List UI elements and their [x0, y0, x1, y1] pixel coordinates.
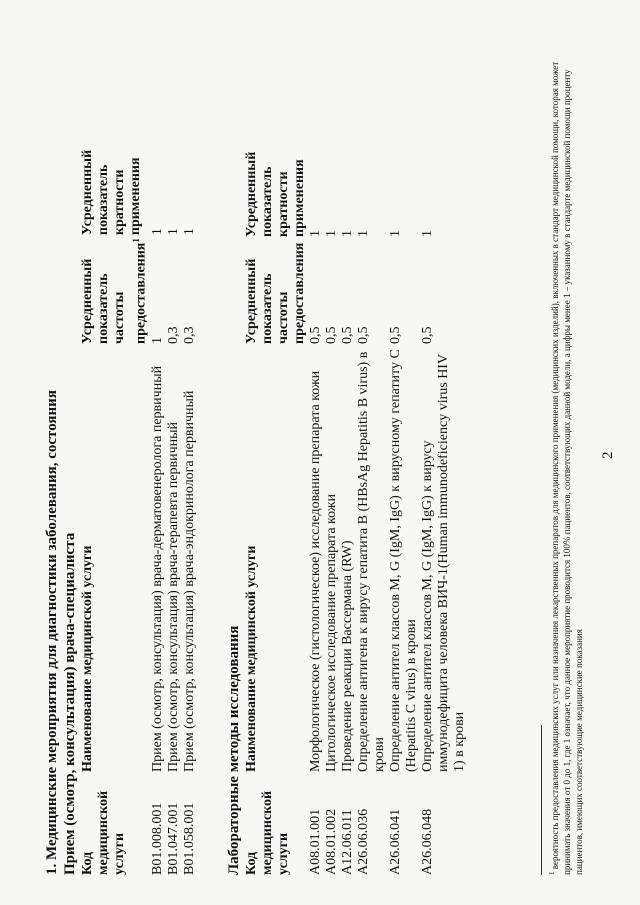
footnote-mark: 1 [131, 238, 141, 243]
row-code: A12.06.011 [340, 809, 355, 875]
row-multiplicity: 1 [324, 230, 339, 237]
row-name: Цитологическое исследование препарата кожи [324, 494, 339, 772]
table-row [182, 122, 198, 875]
footnote-text: вероятность предоставления медицинских услуг или назначения лекарственных препаратов для медицинского применения (медицинских изделий), включенных в стандарт медицинской помощи, которая может принимать значения от 0 до 1, где 1 означает, что данное мероприятие проводится 100% пациентов, соответствующих данной модели, а цифры менее 1 – указанному в стандарте медицинской помощи проценту пациентов, имеющих соответствующие медицинские показания [550, 61, 584, 875]
header-frequency: Усредненный показатель частоты предоставления [244, 242, 307, 344]
header-frequency-text: Усредненный показатель частоты предоставления [80, 242, 149, 344]
row-multiplicity: 1 [181, 228, 197, 236]
header-name: Наименование медицинской услуги [244, 545, 259, 772]
row-code: B01.047.001 [165, 802, 181, 875]
row-name: Прием (осмотр, консультация) врача-дерматовенеролога первичный [149, 365, 165, 772]
table-header-row [80, 122, 150, 875]
table-row [388, 124, 420, 875]
row-name: Определение антигена к вирусу гепатита B (HBsAg Hepatitis B virus) в крови [356, 351, 387, 772]
header-multiplicity: Усредненный показатель кратности применения [80, 149, 143, 236]
row-multiplicity: 1 [388, 230, 403, 237]
row-frequency: 0,5 [308, 326, 323, 344]
row-name: Определение антител классов M, G (IgM, IgG) к вирусному гепатиту C (Hepatitis C virus) в крови [388, 349, 419, 772]
row-name: Прием (осмотр, консультация) врача-эндокринолога первичный [181, 390, 197, 772]
header-frequency [80, 235, 150, 344]
row-multiplicity: 1 [356, 230, 371, 237]
row-frequency: 0,5 [340, 326, 355, 344]
row-code: A08.01.002 [324, 808, 339, 875]
row-frequency: 0,5 [356, 326, 371, 344]
row-name: Прием (осмотр, консультация) врача-терапевта первичный [165, 421, 181, 772]
row-name: Проведение реакции Вассермана (RW) [340, 540, 355, 772]
row-code: A26.06.048 [420, 808, 435, 875]
row-code: A26.06.036 [356, 808, 371, 875]
row-code: B01.008.001 [149, 802, 165, 875]
table-row [308, 124, 324, 875]
subsection-title-consultation: Прием (осмотр, консультация) врача-специалиста [62, 532, 78, 875]
row-multiplicity: 1 [420, 230, 435, 237]
row-frequency: 1 [149, 337, 165, 344]
table-row [166, 122, 182, 875]
subsection-title-lab: Лабораторные методы исследования [226, 625, 242, 875]
section-title: 1. Медицинские мероприятия для диагностики заболевания, состояния [44, 390, 60, 875]
row-name: Морфологическое (гистологическое) исследование препарата кожи [308, 370, 323, 772]
row-frequency: 0,5 [324, 326, 339, 344]
row-name: Определение антител классов M, G (IgM, IgG) к вирусу иммунодефицита человека ВИЧ-1(Human immunodeficiency virus HIV 1) в крови [420, 354, 467, 772]
row-frequency: 0,3 [181, 326, 197, 344]
consultation-table [80, 122, 198, 875]
row-frequency: 0,5 [388, 326, 403, 344]
header-name: Наименование медицинской услуги [80, 545, 95, 772]
row-multiplicity: 1 [165, 228, 181, 236]
table-row [356, 124, 388, 875]
row-multiplicity: 1 [149, 228, 165, 236]
table-header-row [244, 124, 308, 875]
lab-table [244, 124, 468, 875]
table-row [150, 122, 166, 875]
row-code: A26.06.041 [388, 808, 403, 875]
header-multiplicity: Усредненный показатель кратности применения [244, 151, 307, 237]
header-code: Код медицинской услуги [80, 790, 127, 875]
page-number: 2 [600, 451, 616, 459]
footnote [546, 45, 585, 875]
row-frequency: 0,5 [420, 326, 435, 344]
header-code: Код медицинской услуги [244, 790, 291, 875]
row-code: A08.01.001 [308, 808, 323, 875]
table-row [340, 124, 356, 875]
table-row [324, 124, 340, 875]
row-multiplicity: 1 [340, 230, 355, 237]
row-multiplicity: 1 [308, 230, 323, 237]
row-code: B01.058.001 [181, 802, 197, 875]
table-row [420, 124, 468, 875]
footnote-divider [541, 725, 542, 875]
row-frequency: 0,3 [165, 326, 181, 344]
footnote-number: 1 [548, 871, 556, 875]
